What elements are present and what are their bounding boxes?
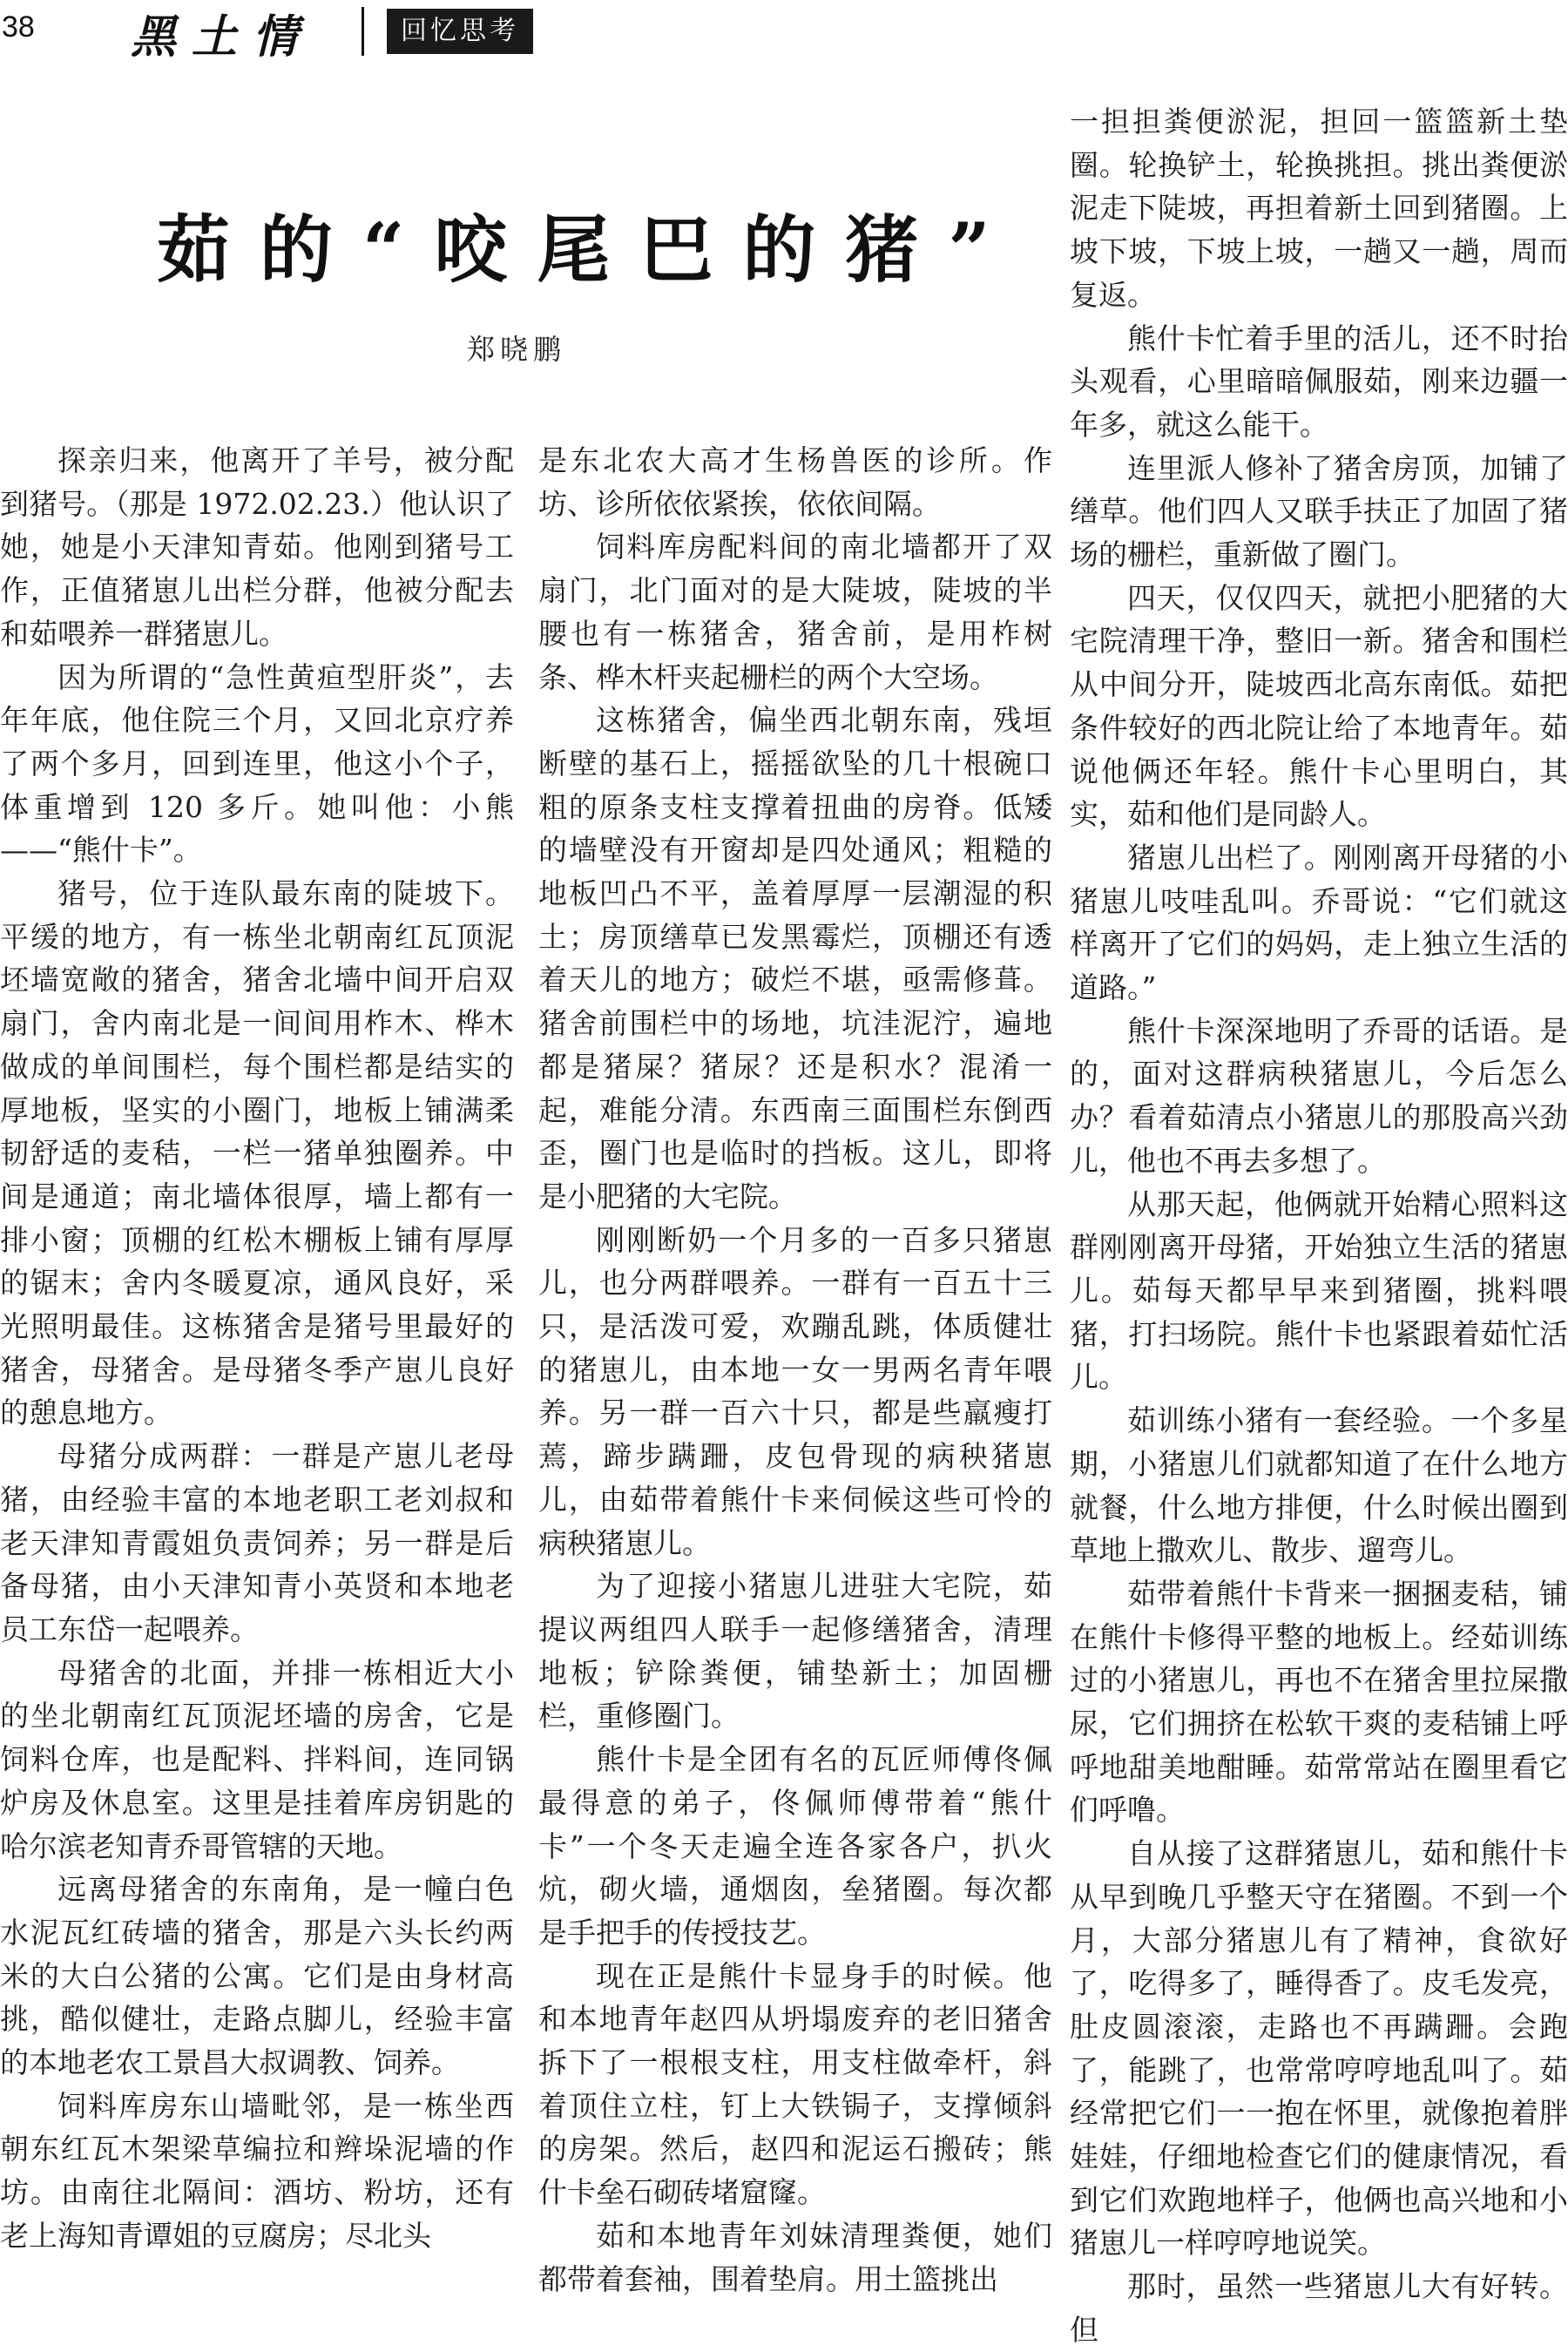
paragraph: 那时，虽然一些猪崽儿大有好转。但	[1070, 2269, 1568, 2347]
paragraph: 饲料库房东山墙毗邻，是一栋坐西朝东红瓦木架梁草编拉和辫垛泥墙的作坊。由南往北隔间：酒坊、粉坊，还有老上海知青谭姐的豆腐房；尽北头	[0, 2088, 514, 2253]
paragraph: 连里派人修补了猪舍房顶，加铺了缮草。他们四人又联手扶正了加固了猪场的栅栏，重新做了圈门。	[1070, 450, 1568, 572]
paragraph: 远离母猪舍的东南角，是一幢白色水泥瓦红砖墙的猪舍，那是六头长约两米的大白公猪的公寓。它们是由身材高挑，酷似健壮，走路点脚儿，经验丰富的本地老农工景昌大叔调教、饲养。	[0, 1872, 514, 2080]
paragraph: 熊什卡是全团有名的瓦匠师傅佟佩最得意的弟子，佟佩师傅带着“熊什卡”一个冬天走遍全连各家各户，扒火炕，砌火墙，通烟囱，垒猪圈。每次都是手把手的传授技艺。	[538, 1742, 1052, 1950]
paragraph: 熊什卡深深地明了乔哥的话语。是的，面对这群病秧猪崽儿，今后怎么办？看着茹清点小猪崽儿的那股高兴劲儿，他也不再去多想了。	[1070, 1013, 1568, 1178]
paragraph-continued: 一担担粪便淤泥，担回一篮篮新土垫圈。轮换铲土，轮换挑担。挑出粪便淤泥走下陡坡，再担着新土回到猪圈。上坡下坡，下坡上坡，一趟又一趟，周而复返。	[1070, 105, 1568, 312]
paragraph-continued: 是东北农大高才生杨兽医的诊所。作坊、诊所依依紧挨，依依间隔。	[538, 443, 1052, 521]
text-column-1	[0, 439, 514, 2251]
paragraph: 探亲归来，他离开了羊号，被分配到猪号。（那是 1972.02.23.）他认识了她，她是小天津知青茹。他刚到猪号工作，正值猪崽儿出栏分群，他被分配去和茹喂养一群猪崽儿。	[0, 443, 514, 651]
text-column-3	[1070, 100, 1568, 2347]
paragraph: 饲料库房配料间的南北墙都开了双扇门，北门面对的是大陡坡，陡坡的半腰也有一栋猪舍，猪舍前，是用柞树条、桦木杆夹起栅栏的两个大空场。	[538, 530, 1052, 694]
paragraph: 现在正是熊什卡显身手的时候。他和本地青年赵四从坍塌废弃的老旧猪舍拆下了一根根支柱，用支柱做牵杆，斜着顶住立柱，钉上大铁锔子，支撑倾斜的房架。然后，赵四和泥运石搬砖；熊什卡垒石砌砖堵窟窿。	[538, 1958, 1052, 2210]
paragraph: 刚刚断奶一个月多的一百多只猪崽儿，也分两群喂养。一群有一百五十三只，是活泼可爱，欢蹦乱跳，体质健壮的猪崽儿，由本地一女一男两名青年喂养。另一群一百六十只，都是些羸瘦打蔫，蹄步蹒跚，皮包骨现的病秧猪崽儿，由茹带着熊什卡来伺候这些可怜的病秧猪崽儿。	[538, 1222, 1052, 1560]
paragraph: 因为所谓的“急性黄疸型肝炎”，去年年底，他住院三个月，又回北京疗养了两个多月，回到连里，他这小个子，体重增到 120 多斤。她叫他：小熊——“熊什卡”。	[0, 659, 514, 868]
paragraph: 茹训练小猪有一套经验。一个多星期，小猪崽儿们就都知道了在什么地方就餐，什么地方排便，什么时候出圈到草地上撒欢儿、散步、遛弯儿。	[1070, 1403, 1568, 1568]
paragraph: 茹和本地青年刘妹清理粪便，她们都带着套袖，围着垫肩。用土篮挑出	[538, 2218, 1052, 2296]
paragraph: 为了迎接小猪崽儿进驻大宅院，茹提议两组四人联手一起修缮猪舍，清理地板；铲除粪便，铺垫新土；加固栅栏，重修圈门。	[538, 1569, 1052, 1734]
paragraph: 这栋猪舍，偏坐西北朝东南，残垣断壁的基石上，摇摇欲坠的几十根碗口粗的原条支柱支撑着扭曲的房脊。低矮的墙壁没有开窗却是四处通风；粗糙的地板凹凸不平，盖着厚厚一层潮湿的积土；房顶缮草已发黑霉烂，顶棚还有透着天儿的地方；破烂不堪，亟需修葺。猪舍前围栏中的场地，坑洼泥泞，遍地都是猪屎？猪尿？还是积水？混淆一起，难能分清。东西南三面围栏东倒西歪，圈门也是临时的挡板。这儿，即将是小肥猪的大宅院。	[538, 703, 1052, 1213]
paragraph: 母猪分成两群：一群是产崽儿老母猪，由经验丰富的本地老职工老刘叔和老天津知青霞姐负责饲养；另一群是后备母猪，由小天津知青小英贤和本地老员工东岱一起喂养。	[0, 1439, 514, 1646]
paragraph: 熊什卡忙着手里的活儿，还不时抬头观看，心里暗暗佩服茹，刚来边疆一年多，就这么能干。	[1070, 321, 1568, 442]
paragraph: 茹带着熊什卡背来一捆捆麦秸，铺在熊什卡修得平整的地板上。经茹训练过的小猪崽儿，再也不在猪舍里拉屎撒尿，它们拥挤在松软干爽的麦秸铺上呼呼地甜美地酣睡。茹常常站在圈里看它们呼噜。	[1070, 1576, 1568, 1828]
header-divider	[362, 7, 364, 56]
paragraph: 猪崽儿出栏了。刚刚离开母猪的小猪崽儿吱哇乱叫。乔哥说：“它们就这样离开了它们的妈妈，走上独立生活的道路。”	[1070, 840, 1568, 1005]
section-tag: 回忆思考	[387, 9, 533, 54]
paragraph: 从那天起，他俩就开始精心照料这群刚刚离开母猪，开始独立生活的猪崽儿。茹每天都早早来到猪圈，挑料喂猪，打扫场院。熊什卡也紧跟着茹忙活儿。	[1070, 1186, 1568, 1395]
page-header	[0, 0, 1568, 63]
text-column-2	[538, 439, 1052, 2296]
paragraph: 猪号，位于连队最东南的陡坡下。平缓的地方，有一栋坐北朝南红瓦顶泥坯墙宽敞的猪舍，猪舍北墙中间开启双扇门，舍内南北是一间间用柞木、桦木做成的单间围栏，每个围栏都是结实的厚地板，坚实的小圈门，地板上铺满柔韧舒适的麦秸，一栏一猪单独圈养。中间是通道；南北墙体很厚，墙上都有一排小窗；顶棚的红松木棚板上铺有厚厚的锯末；舍内冬暖夏凉，通风良好，采光照明最佳。这栋猪舍是猪号里最好的猪舍，母猪舍。是母猪冬季产崽儿良好的憩息地方。	[0, 876, 514, 1430]
article-author: 郑晓鹏	[467, 333, 567, 366]
paragraph: 母猪舍的北面，并排一栋相近大小的坐北朝南红瓦顶泥坯墙的房舍，它是饲料仓库，也是配料、拌料间，连同锅炉房及休息室。这里是挂着库房钥匙的哈尔滨老知青乔哥管辖的天地。	[0, 1655, 514, 1863]
paragraph: 四天，仅仅四天，就把小肥猪的大宅院清理干净，整旧一新。猪舍和围栏从中间分开，陡坡西北高东南低。茹把条件较好的西北院让给了本地青年。茹说他俩还年轻。熊什卡心里明白，其实，茹和他们是同龄人。	[1070, 580, 1568, 832]
magazine-name: 黑土情	[131, 10, 314, 64]
page-number: 38	[2, 10, 35, 44]
paragraph: 自从接了这群猪崽儿，茹和熊什卡从早到晚几乎整天守在猪圈。不到一个月，大部分猪崽儿有了精神，食欲好了，吃得多了，睡得香了。皮毛发亮，肚皮圆滚滚，走路也不再蹒跚。会跑了，能跳了，也常常哼哼地乱叫了。茹经常把它们一一抱在怀里，就像抱着胖娃娃，仔细地检查它们的健康情况，看到它们欢跑地样子，他俩也高兴地和小猪崽儿一样哼哼地说笑。	[1070, 1836, 1568, 2261]
article-title: 茹的“咬尾巴的猪”	[157, 206, 1020, 293]
